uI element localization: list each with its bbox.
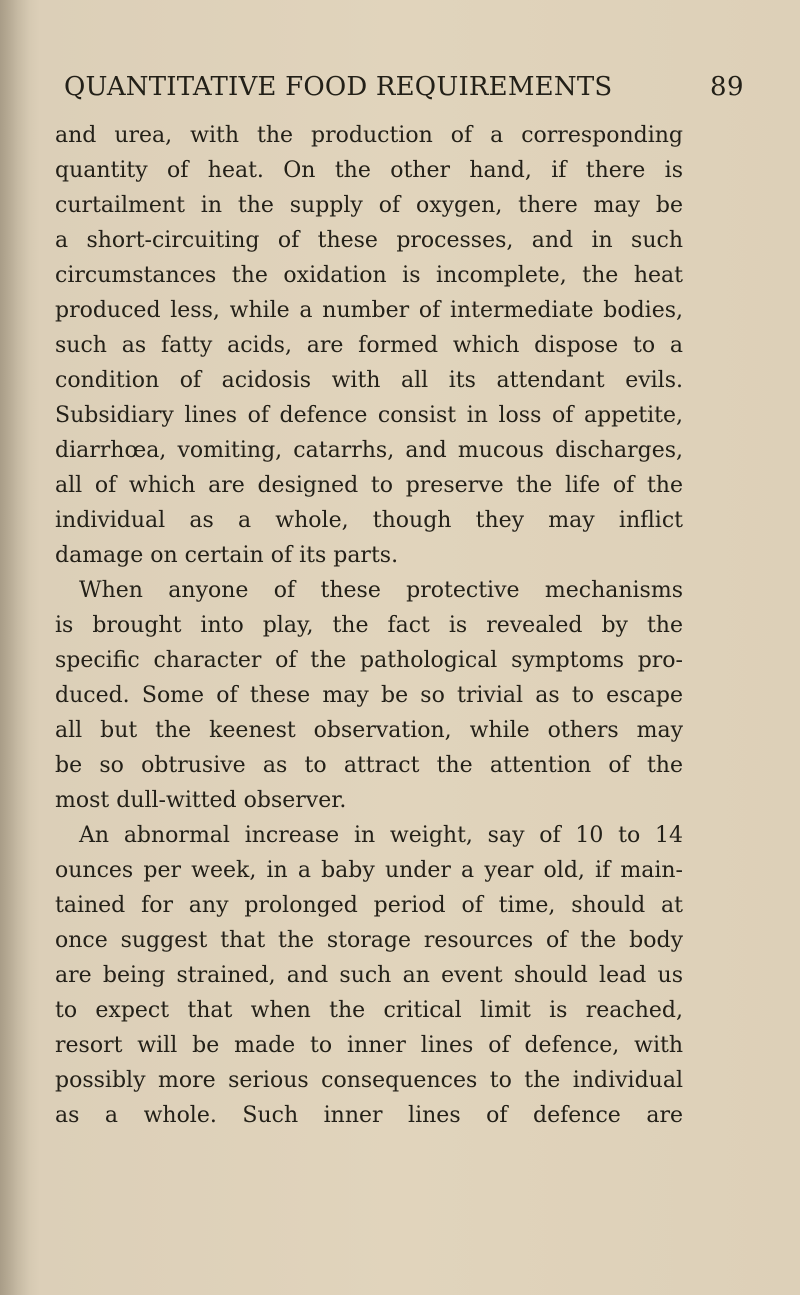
text-line: a short-circuiting of these processes, and in such	[55, 228, 683, 253]
text-line: and urea, with the production of a corresponding	[55, 123, 683, 148]
running-head: QUANTITATIVE FOOD REQUIREMENTS	[64, 72, 613, 102]
text-line: duced. Some of these may be so trivial as to escape	[55, 683, 683, 708]
text-line: all but the keenest observation, while others may	[55, 718, 683, 743]
text-line: damage on certain of its parts.	[55, 543, 399, 568]
text-line: resort will be made to inner lines of defence, with	[55, 1033, 683, 1058]
text-line: curtailment in the supply of oxygen, there may be	[55, 193, 683, 218]
text-line: such as fatty acids, are formed which dispose to a	[55, 333, 683, 358]
body-text	[55, 118, 683, 1133]
text-line: diarrhœa, vomiting, catarrhs, and mucous discharges,	[55, 438, 683, 463]
text-line: be so obtrusive as to attract the attention of the	[55, 753, 683, 778]
text-line: individual as a whole, though they may inflict	[55, 508, 683, 533]
page-header	[64, 72, 745, 112]
text-line: circumstances the oxidation is incomplete, the heat	[55, 263, 683, 288]
text-line: An abnormal increase in weight, say of 10 to 14	[79, 823, 683, 848]
text-line: tained for any prolonged period of time, should at	[55, 893, 683, 918]
text-line: quantity of heat. On the other hand, if there is	[55, 158, 683, 183]
text-line: condition of acidosis with all its attendant evils.	[55, 368, 683, 393]
text-line: ounces per week, in a baby under a year old, if main-	[55, 858, 683, 883]
text-line: produced less, while a number of intermediate bodies,	[55, 298, 683, 323]
text-line: specific character of the pathological symptoms pro-	[55, 648, 683, 673]
text-line: most dull-witted observer.	[55, 788, 347, 813]
text-line: once suggest that the storage resources of the body	[55, 928, 683, 953]
text-line: all of which are designed to preserve the life of the	[55, 473, 683, 498]
text-line: as a whole. Such inner lines of defence are	[55, 1103, 683, 1128]
text-line: When anyone of these protective mechanisms	[79, 578, 683, 603]
page-gutter-shadow	[0, 0, 30, 1295]
page-number: 89	[710, 72, 745, 102]
text-line: Subsidiary lines of defence consist in loss of appetite,	[55, 403, 683, 428]
text-line: possibly more serious consequences to the individual	[55, 1068, 683, 1093]
text-line: to expect that when the critical limit is reached,	[55, 998, 683, 1023]
text-line: are being strained, and such an event should lead us	[55, 963, 683, 988]
text-line: is brought into play, the fact is revealed by the	[55, 613, 683, 638]
